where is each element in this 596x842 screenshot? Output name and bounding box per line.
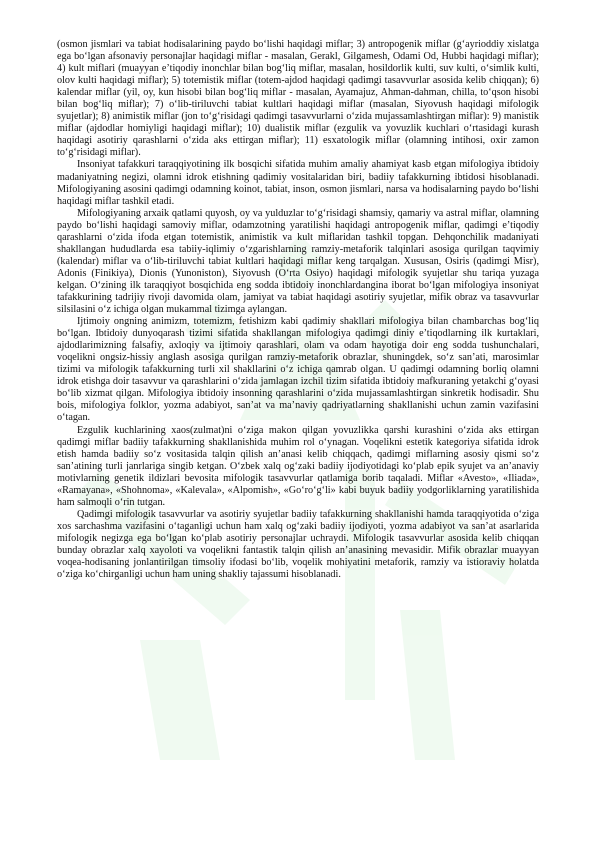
paragraph-archaic-layer: Mifologiyaning arxaik qatlami quyosh, oy va yulduzlar to‘g‘risidagi shamsiy, qamariy va astral miflar, olamning paydo bo‘lishi haqidagi samoviy miflar, odamzotning yaratilishi haqidagi antropogenik miflar, qadimgi e’tiqodiy qarashlarni o‘zida ifoda etgan totemistik, animistik va kult miflaridan tashkil topgan. Dehqonchilik madaniyati shakllangan hududlarda esa tabiiy-iqlimiy o‘zgarishlarning ramziy-metaforik talqinlari asosiga qurilgan taqvimiy (kalendar) miflar va o‘lib-tiriluvchi tabiat kultlari haqidagi miflar keng tarqalgan. Xususan, Osiris (qadimgi Misr), Adonis (Finikiya), Dionis (Yunoniston), Siyovush (O‘rta Osiyo) haqidagi mifologik syujetlar shu tariqa yuzaga kelgan. O‘zining ilk taraqqiyot bosqichida eng sodda ibtidoiy inonchlardangina iborat bo‘lgan mifologiya insoniyat tafakkurining tadrijiy rivoji davomida olam, jamiyat va tabiat haqidagi asotiriy syujetlar, mifik obraz va tasavvurlar silsilasini o‘z ichiga olgan mukammal tizimga aylangan. [57, 207, 539, 316]
paragraph-thinking-stage: Insoniyat tafakkuri taraqqiyotining ilk bosqichi sifatida muhim amaliy ahamiyat kasb etgan mifologiya ibtidoiy madaniyatning negizi, olamni idrok etishning qadimiy vositalaridan biri, badiiy tafakkurning ibtidosi hisoblanadi. Mifologiyaning asosini qadimgi odamning koinot, tabiat, inson, osmon jismlari, narsa va hodisalarning paydo bo‘lishi haqidagi miflar tashkil etadi. [57, 159, 539, 207]
paragraph-social-consciousness: Ijtimoiy ongning animizm, totemizm, fetishizm kabi qadimiy shakllari mifologiya bilan chambarchas bog‘liq bo‘lgan. Ibtidoiy dunyoqarash tizimi sifatida shakllangan mifologiya qadimgi diniy e’tiqodlarning ilk kurtaklari, ajdodlarimizning falsafiy, axloqiy va ijtimoiy qarashlari, olam va odam hayotiga doir eng sodda tushunchalari, voqelikni ongsiz-hissiy anglash asosiga qurilgan ramziy-metaforik obrazlar, shuningdek, so‘z san’ati, marosimlar tizimi va mifologik tafakkurning turli xil shakllarini o‘z ichiga qamrab olgan. U qadimgi odamning borliq olamni idrok etishga doir tasavvur va qarashlarini o‘zida jamlagan izchil tizim sifatida ibtidoiy mafkuraning yetakchi g‘oyasi bo‘lib xizmat qilgan. Mifologiya ibtidoiy insonning qarashlarini o‘zida mujassamlashtirgan sinkretik hodisadir. Shu bois, mifologiya folklor, yozma adabiyot, san’at va ma’naviy qadriyatlarning shakllanishi uchun zamin vazifasini o‘tagan. [57, 316, 539, 424]
paragraph-myth-types: (osmon jismlari va tabiat hodisalarining paydo bo‘lishi haqidagi miflar; 3) antropogenik miflar (g‘ayrioddiy xislatga ega bo‘lgan afsonaviy personajlar haqidagi miflar - masalan, Gerakl, Gilgamesh, Odami Od, Hubbi haqidagi miflar); 4) kult miflari (muayyan e’tiqodiy inonchlar bilan bog‘liq miflar, masalan, hosildorlik kulti, suv kulti, o‘simlik kulti, olov kulti haqidagi miflar); 5) totemistik miflar (totem-ajdod haqidagi qadimgi tasavvurlar asosida kelib chiqqan); 6) kalendar miflar (yil, oy, kun hisobi bilan bog‘liq miflar - masalan, Ayamajuz, Ahman-dahman, chilla, to‘qson hisobi bilan bog‘liq miflar); 7) o‘lib-tiriluvchi tabiat kultlari haqidagi miflar (masalan, Siyovush haqidagi mifologik syujetlar); 8) animistik miflar (jon to‘g‘risidagi qadimgi tasavvurlarni o‘zida mujassamlashtirgan miflar): 9) manistik miflar (ajdodlar homiyligi haqidagi miflar); 10) dualistik miflar (ezgulik va yovuzlik kuchlari o‘rtasidagi kurash haqidagi asotiriy qarashlarni o‘zida aks ettirgan miflar); 11) esxatologik miflar (olamning intihosi, oxir zamon to‘g‘risidagi miflar). [57, 39, 539, 159]
paragraph-mythological-images: Qadimgi mifologik tasavvurlar va asotiriy syujetlar badiiy tafakkurning shakllanishi hamda taraqqiyotida o‘ziga xos sarchashma vazifasini o‘taganligi uchun ham xalq og‘zaki badiiy ijodiyoti, yozma adabiyot va san’at asarlarida mifologik negizga ega bo‘lgan ko‘plab asotiriy personajlar uchraydi. Mifologik tasavvurlar asosida kelib chiqqan bunday obrazlar xalq xayoloti va voqelikni fantastik talqin qilish an’anasining mevasidir. Mifik obrazlar muayyan voqea-hodisaning jonlantirilgan timsoliy ifodasi bo‘lib, voqelik mohiyatini metaforik, ramziy va istioraviy holatda o‘ziga ko‘chirganligi uchun ham uning shakliy tajassumi hisoblanadi. [57, 508, 539, 581]
paragraph-good-forces: Ezgulik kuchlarining xaos(zulmat)ni o‘ziga makon qilgan yovuzlikka qarshi kurashini o‘zida aks ettirgan qadimgi miflar badiiy tafakkurning shakllanishida muhim rol o‘ynagan. Voqelikni estetik kategoriya sifatida idrok etish hamda badiiy so‘z vositasida talqin qilish an’anasi kelib chiqqach, qadimgi miflarning asosiy qismi so‘z san’atining turli janrlariga singib ketgan. O‘zbek xalq og‘zaki badiiy ijodiyotidagi ko‘plab epik syujet va an’anaviy motivlarning genetik ildizlari bevosita mifologik tasavvurlar qatlamiga borib taqaladi. Miflar «Avesto», «Iliada», «Ramayana», «Shohnoma», «Kalevala», «Alpomish», «Go‘ro‘g‘li» kabi buyuk badiiy yodgorliklarning yaratilishida ham salmoqli o‘rin tutgan. [57, 424, 539, 508]
document-body [57, 39, 539, 581]
